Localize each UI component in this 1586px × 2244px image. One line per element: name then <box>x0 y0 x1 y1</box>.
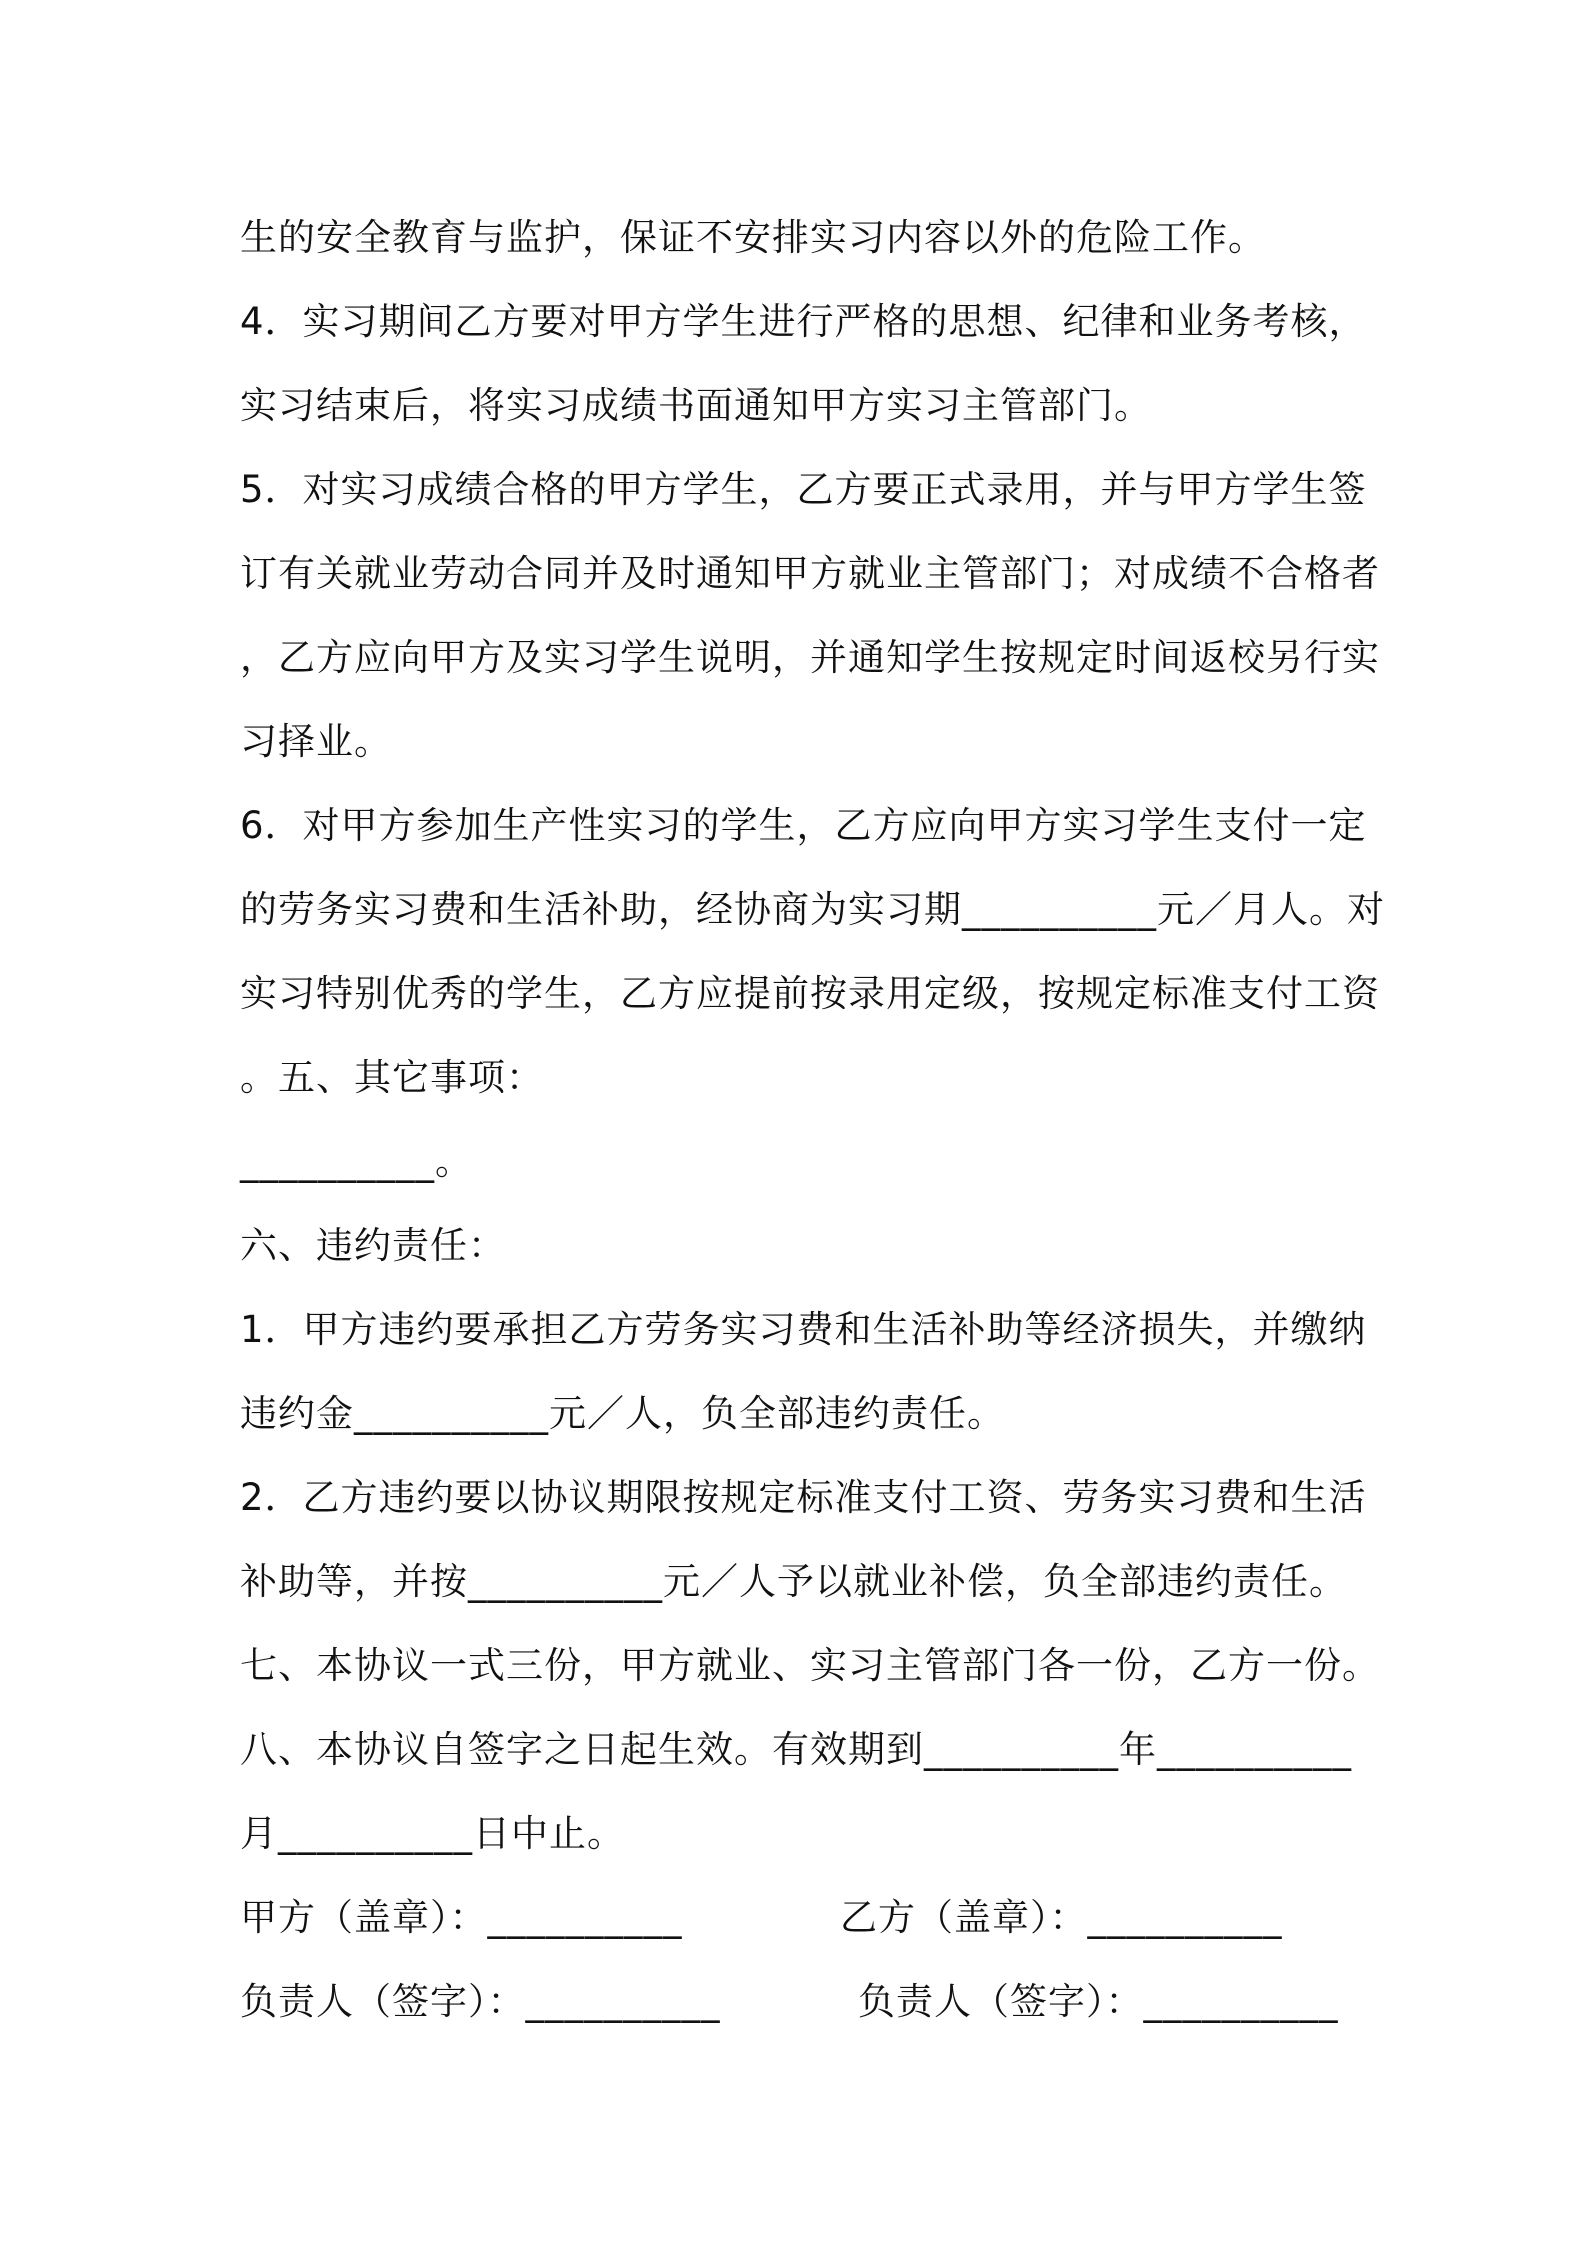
clause-5-line-4: 习择业。 <box>240 720 392 763</box>
party-a-seal-field: 甲方（盖章）：__________ <box>240 1896 683 1939</box>
liability-1-line-2: 违约金__________元／人，负全部违约责任。 <box>240 1392 1005 1435</box>
liability-1-line-1: 1．甲方违约要承担乙方劳务实习费和生活补助等经济损失，并缴纳 <box>240 1308 1367 1351</box>
clause-6-line-2: 的劳务实习费和生活补助，经协商为实习期__________元／月人。对 <box>240 888 1385 931</box>
clause-4-line-1: 4．实习期间乙方要对甲方学生进行严格的思想、纪律和业务考核， <box>240 300 1367 343</box>
party-b-seal-field: 乙方（盖章）：__________ <box>840 1896 1283 1939</box>
clause-4-line-2: 实习结束后，将实习成绩书面通知甲方实习主管部门。 <box>240 384 1152 427</box>
clause-5-line-2: 订有关就业劳动合同并及时通知甲方就业主管部门；对成绩不合格者 <box>240 552 1380 595</box>
clause-5-line-1: 5．对实习成绩合格的甲方学生，乙方要正式录用，并与甲方学生签 <box>240 468 1367 511</box>
section-6-heading: 六、违约责任： <box>240 1224 506 1267</box>
party-b-signer-field: 负责人（签字）：__________ <box>858 1980 1339 2023</box>
clause-6-line-3: 实习特别优秀的学生，乙方应提前按录用定级，按规定标准支付工资 <box>240 972 1380 1015</box>
clause-6-line-1: 6．对甲方参加生产性实习的学生，乙方应向甲方实习学生支付一定 <box>240 804 1367 847</box>
document-body <box>240 196 1385 2044</box>
section-5-blank-line: __________。 <box>240 1140 473 1183</box>
party-a-signer-field: 负责人（签字）：__________ <box>240 1980 721 2023</box>
section-5-heading-line: 。五、其它事项： <box>240 1056 544 1099</box>
liability-2-line-2: 补助等，并按__________元／人予以就业补偿，负全部违约责任。 <box>240 1560 1347 1603</box>
section-7-line: 七、本协议一式三份，甲方就业、实习主管部门各一份，乙方一份。 <box>240 1644 1380 1687</box>
clause-5-line-3: ，乙方应向甲方及实习学生说明，并通知学生按规定时间返校另行实 <box>240 636 1380 679</box>
paragraph-line: 生的安全教育与监护，保证不安排实习内容以外的危险工作。 <box>240 216 1266 259</box>
liability-2-line-1: 2．乙方违约要以协议期限按规定标准支付工资、劳务实习费和生活 <box>240 1476 1367 1519</box>
seal-row <box>240 1876 1360 1960</box>
signer-row <box>240 1960 1360 2044</box>
section-8-line-1: 八、本协议自签字之日起生效。有效期到__________年__________ <box>240 1728 1352 1771</box>
section-8-line-2: 月__________日中止。 <box>240 1812 625 1855</box>
